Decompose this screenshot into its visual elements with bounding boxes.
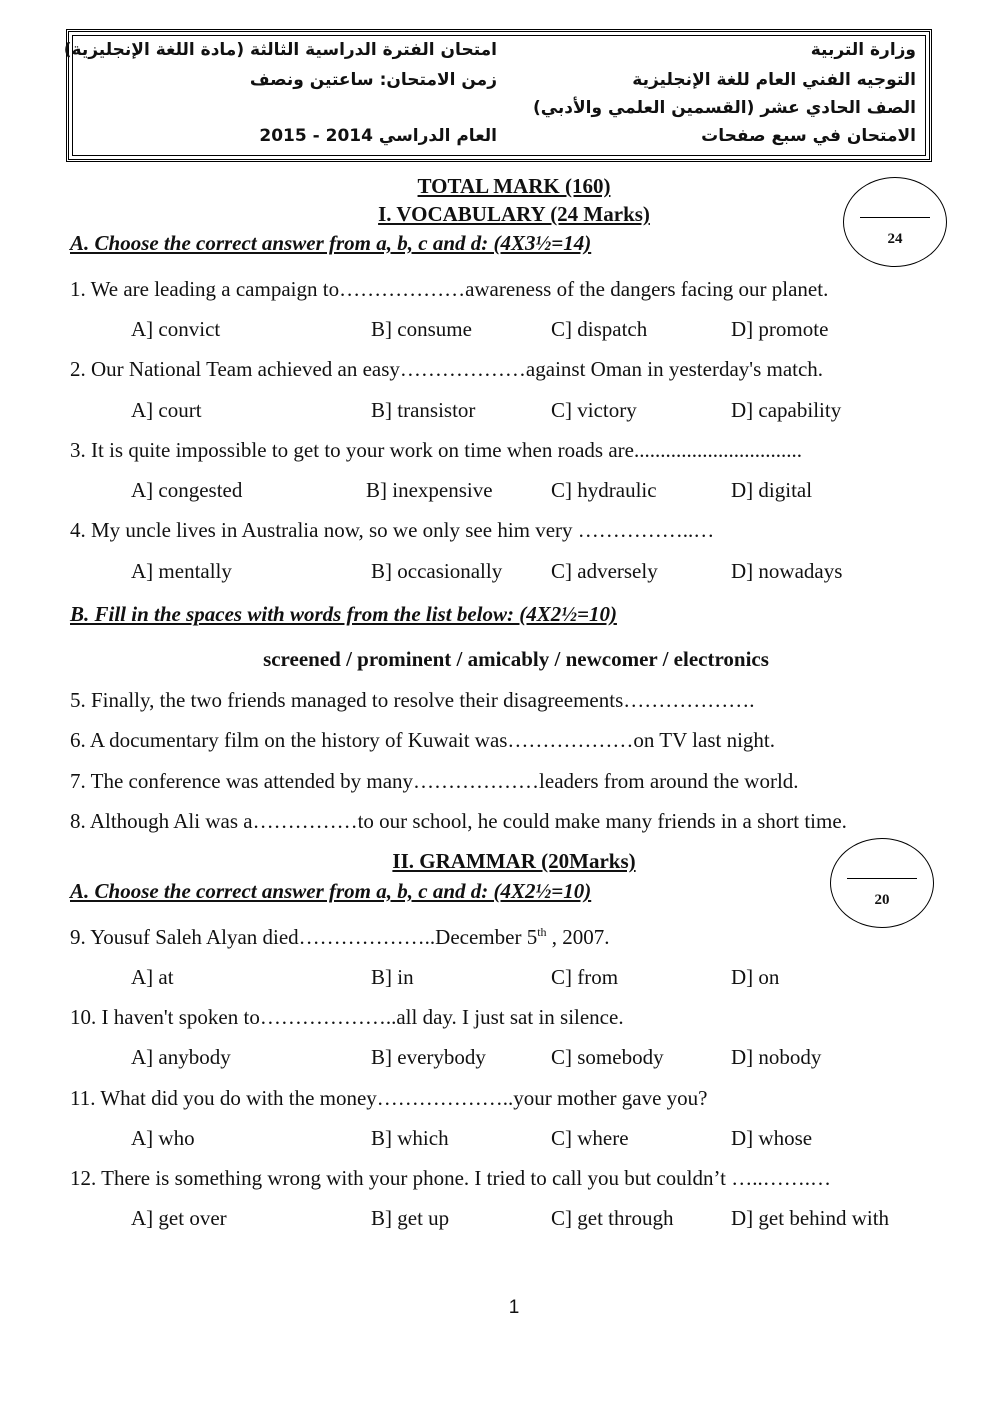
q1-option-c[interactable]: C] dispatch (551, 317, 648, 341)
vocabulary-score: 24 (887, 231, 903, 247)
question-9-year: , 2007. (546, 925, 610, 949)
question-6: 6. A documentary film on the history of Kuwait was………………on TV last night. (70, 728, 775, 752)
header-pages: الامتحان في سبع صفحات (701, 126, 916, 146)
grammar-score-circle (830, 838, 934, 928)
grammar-score: 20 (874, 892, 890, 908)
header-school-year: العام الدراسي 2014 - 2015 (259, 126, 497, 146)
question-8: 8. Although Ali was a……………to our school, he could make many friends in a short time. (70, 809, 847, 833)
q10-option-d[interactable]: D] nobody (731, 1045, 822, 1069)
q4-option-a[interactable]: A] mentally (131, 559, 232, 583)
question-9 (70, 925, 610, 950)
q10-option-c[interactable]: C] somebody (551, 1045, 664, 1069)
q4-option-b[interactable]: B] occasionally (371, 559, 503, 583)
q2-option-b[interactable]: B] transistor (371, 398, 476, 422)
question-1: 1. We are leading a campaign to………………awareness of the dangers facing our planet. (70, 277, 829, 301)
question-4: 4. My uncle lives in Australia now, so we only see him very ……………..… (70, 518, 715, 542)
header-exam-duration: زمن الامتحان: ساعتين ونصف (249, 70, 497, 90)
q9-option-a[interactable]: A] at (131, 965, 174, 989)
q2-option-d[interactable]: D] capability (731, 398, 842, 422)
q9-option-b[interactable]: B] in (371, 965, 414, 989)
q2-option-c[interactable]: C] victory (551, 398, 637, 422)
header-ministry: وزارة التربية (810, 40, 916, 60)
word-list: screened / prominent / amicably / newcomer / electronics (263, 647, 769, 671)
q4-option-c[interactable]: C] adversely (551, 559, 658, 583)
q2-option-a[interactable]: A] court (131, 398, 202, 422)
q1-option-b[interactable]: B] consume (371, 317, 472, 341)
vocabulary-part-b-instruction: B. Fill in the spaces with words from the list below: (4X2½=10) (70, 602, 617, 626)
q12-option-d[interactable]: D] get behind with (731, 1206, 890, 1230)
header-department: التوجيه الفني العام للغة الإنجليزية (632, 70, 916, 90)
q3-option-c[interactable]: C] hydraulic (551, 478, 657, 502)
vocabulary-heading: I. VOCABULARY (24 Marks) (378, 202, 650, 226)
question-2: 2. Our National Team achieved an easy………………against Oman in yesterday's match. (70, 357, 824, 381)
q12-option-b[interactable]: B] get up (371, 1206, 450, 1230)
vocabulary-score-circle (843, 177, 947, 267)
q1-option-a[interactable]: A] convict (131, 317, 221, 341)
question-3: 3. It is quite impossible to get to your work on time when roads are................................ (70, 438, 802, 462)
grammar-heading: II. GRAMMAR (20Marks) (392, 849, 636, 873)
q11-option-b[interactable]: B] which (371, 1126, 449, 1150)
question-10: 10. I haven't spoken to………………..all day. I just sat in silence. (70, 1005, 624, 1029)
q12-option-c[interactable]: C] get through (551, 1206, 674, 1230)
q12-option-a[interactable]: A] get over (131, 1206, 227, 1230)
vocabulary-part-a-instruction: A. Choose the correct answer from a, b, c and d: (4X3½=14) (70, 231, 592, 255)
grammar-part-a-instruction: A. Choose the correct answer from a, b, c and d: (4X2½=10) (70, 879, 592, 903)
q3-option-d[interactable]: D] digital (731, 478, 813, 502)
q1-option-d[interactable]: D] promote (731, 317, 829, 341)
q9-option-d[interactable]: D] on (731, 965, 780, 989)
q9-option-c[interactable]: C] from (551, 965, 619, 989)
q10-option-b[interactable]: B] everybody (371, 1045, 486, 1069)
question-12: 12. There is something wrong with your phone. I tried to call you but couldn’t …..…….… (70, 1166, 831, 1190)
q3-option-a[interactable]: A] congested (131, 478, 243, 502)
total-mark: TOTAL MARK (160) (417, 174, 611, 198)
q11-option-d[interactable]: D] whose (731, 1126, 813, 1150)
page-number: 1 (508, 1297, 520, 1318)
q3-option-b[interactable]: B] inexpensive (366, 478, 493, 502)
question-9-text: 9. Yousuf Saleh Alyan died………………..December 5 (70, 925, 538, 949)
q11-option-a[interactable]: A] who (131, 1126, 195, 1150)
q11-option-c[interactable]: C] where (551, 1126, 629, 1150)
header-grade: الصف الحادي عشر (القسمين العلمي والأدبي) (532, 98, 916, 118)
header-exam-title: امتحان الفترة الدراسية الثالثة (مادة اللغة الإنجليزية) (63, 40, 497, 60)
q10-option-a[interactable]: A] anybody (131, 1045, 231, 1069)
question-9-superscript: th (537, 925, 547, 939)
question-5: 5. Finally, the two friends managed to resolve their disagreements………………. (70, 688, 755, 712)
q4-option-d[interactable]: D] nowadays (731, 559, 843, 583)
question-11: 11. What did you do with the money………………..your mother gave you? (70, 1086, 708, 1110)
question-7: 7. The conference was attended by many………………leaders from around the world. (70, 769, 799, 793)
